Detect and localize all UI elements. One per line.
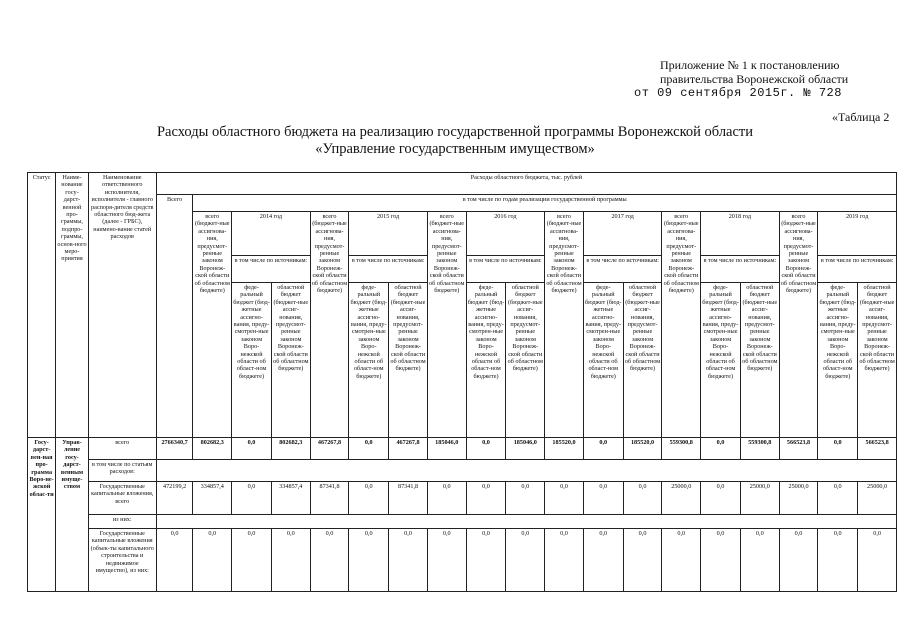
value-cell: 0,0 xyxy=(466,482,506,515)
col-by-years: в том числе по годам реализации государственной программы xyxy=(193,195,897,212)
value-cell: 802682,3 xyxy=(271,438,310,460)
row-status: Госу-дарст-вен-ная про-грамма Воро-не-жской облас-ти xyxy=(28,438,56,592)
title-line-1: Расходы областного бюджета на реализацию государственной программы Воронежской области xyxy=(156,124,754,140)
value-cell: 87341,8 xyxy=(389,482,428,515)
value-cell: 185046,0 xyxy=(427,438,466,460)
sources-header: в том числе по источникам: xyxy=(349,256,428,283)
appendix-line-1: Приложение № 1 к постановлению xyxy=(660,58,840,72)
federal-header: феде-ральный бюджет (бюд-жетные ассигно-вания, преду-смотрен-ные законом Воро-нежской области об област-ном бюджете) xyxy=(818,283,858,438)
document-title xyxy=(80,124,830,158)
year-total-header: всего (бюджет-ные ассигнова-ния, предусмот-ренные законом Воронеж-ской области об областном бюджете) xyxy=(427,212,466,438)
value-cell: 0,0 xyxy=(701,438,741,460)
value-cell: 25000,0 xyxy=(779,482,818,515)
appendix-line-2: правительства Воронежской области xyxy=(660,72,849,86)
value-cell: 0,0 xyxy=(506,482,545,515)
value-cell: 0,0 xyxy=(740,529,779,592)
value-cell: 0,0 xyxy=(389,529,428,592)
value-cell: 0,0 xyxy=(623,529,662,592)
value-cell: 0,0 xyxy=(466,438,506,460)
year-total-header: всего (бюджет-ные ассигнова-ния, предусмот-ренные законом Воронеж-ской области об областном бюджете) xyxy=(779,212,818,438)
value-cell: 0,0 xyxy=(662,529,701,592)
regional-header: областной бюджет (бюджет-ные ассиг-нования, предусмот-ренные законом Воронеж-ской области об областном бюджете) xyxy=(389,283,428,438)
regional-header: областной бюджет (бюджет-ные ассиг-нования, предусмот-ренные законом Воронеж-ской области об областном бюджете) xyxy=(623,283,662,438)
value-cell: 467267,8 xyxy=(310,438,349,460)
sources-header: в том числе по источникам: xyxy=(818,256,897,283)
value-cell: 25000,0 xyxy=(662,482,701,515)
value-cell: 87341,8 xyxy=(310,482,349,515)
table-row xyxy=(28,515,897,529)
title-line-2: «Управление государственным имуществом» xyxy=(315,141,595,157)
value-cell: 0,0 xyxy=(349,529,389,592)
value-cell: 2766340,7 xyxy=(156,438,193,460)
value-cell: 0,0 xyxy=(583,438,623,460)
value-cell: 0,0 xyxy=(427,482,466,515)
value-cell: 0,0 xyxy=(779,529,818,592)
budget-table xyxy=(27,172,897,592)
value-cell: 0,0 xyxy=(427,529,466,592)
sources-header: в том числе по источникам: xyxy=(583,256,662,283)
value-cell: 185046,0 xyxy=(506,438,545,460)
row-label: Государственные капитальные вложения (объек-ты капитального строительства и недвижимое имущество), из них: xyxy=(88,529,156,592)
year-header: 2019 год xyxy=(818,212,897,256)
regional-header: областной бюджет (бюджет-ные ассиг-нования, предусмот-ренные законом Воронеж-ской области об областном бюджете) xyxy=(271,283,310,438)
value-cell: 0,0 xyxy=(818,482,858,515)
value-cell: 802682,3 xyxy=(193,438,232,460)
value-cell: 0,0 xyxy=(623,482,662,515)
value-cell: 0,0 xyxy=(271,529,310,592)
value-cell: 0,0 xyxy=(583,482,623,515)
col-total: Всего xyxy=(156,195,193,438)
value-cell: 0,0 xyxy=(701,529,741,592)
value-cell: 0,0 xyxy=(545,482,584,515)
value-cell: 0,0 xyxy=(506,529,545,592)
row-program-name: Управ-ление госу-дарст-венным имуще-ством xyxy=(56,438,88,592)
year-header: 2016 год xyxy=(466,212,545,256)
appendix-line-3: от 09 сентября 2015г. № 728 xyxy=(634,86,842,100)
row-label: в том числе по статьям расходов: xyxy=(88,460,156,482)
federal-header: феде-ральный бюджет (бюд-жетные ассигно-вания, преду-смотрен-ные законом Воро-нежской области об област-ном бюджете) xyxy=(232,283,272,438)
value-cell: 0,0 xyxy=(310,529,349,592)
table-label: «Таблица 2 xyxy=(832,110,890,124)
year-total-header: всего (бюджет-ные ассигнова-ния, предусмот-ренные законом Воронеж-ской области об областном бюджете) xyxy=(662,212,701,438)
row-label: всего xyxy=(88,438,156,460)
value-cell: 0,0 xyxy=(583,529,623,592)
table-row xyxy=(28,482,897,515)
value-cell: 25000,0 xyxy=(740,482,779,515)
empty-span-cell xyxy=(156,515,896,529)
col-name: Наиме-нование госу-дарст-венной про-граммы, подпро-граммы, основ-ного меро-приятия xyxy=(56,173,88,438)
value-cell: 185520,0 xyxy=(545,438,584,460)
regional-header: областной бюджет (бюджет-ные ассиг-нования, предусмот-ренные законом Воронеж-ской области об областном бюджете) xyxy=(740,283,779,438)
table-row xyxy=(28,529,897,592)
table-row xyxy=(28,460,897,482)
appendix-block xyxy=(634,58,896,100)
value-cell: 472199,2 xyxy=(156,482,193,515)
value-cell: 566523,8 xyxy=(858,438,897,460)
value-cell: 0,0 xyxy=(818,438,858,460)
federal-header: феде-ральный бюджет (бюд-жетные ассигно-вания, преду-смотрен-ные законом Воро-нежской области об област-ном бюджете) xyxy=(466,283,506,438)
row-label: Государственные капитальные вложения, всего xyxy=(88,482,156,515)
year-total-header: всего (бюджет-ные ассигнова-ния, предусмот-ренные законом Воронеж-ской области об областном бюджете) xyxy=(545,212,584,438)
federal-header: феде-ральный бюджет (бюд-жетные ассигно-вания, преду-смотрен-ные законом Воро-нежской области об област-ном бюджете) xyxy=(349,283,389,438)
value-cell: 0,0 xyxy=(818,529,858,592)
regional-header: областной бюджет (бюджет-ные ассиг-нования, предусмот-ренные законом Воронеж-ской области об областном бюджете) xyxy=(506,283,545,438)
col-expenses: Расходы областного бюджета, тыс. рублей xyxy=(156,173,896,195)
value-cell: 25000,0 xyxy=(858,482,897,515)
federal-header: феде-ральный бюджет (бюд-жетные ассигно-вания, преду-смотрен-ные законом Воро-нежской области об област-ном бюджете) xyxy=(583,283,623,438)
value-cell: 0,0 xyxy=(349,438,389,460)
value-cell: 559300,8 xyxy=(662,438,701,460)
value-cell: 0,0 xyxy=(466,529,506,592)
value-cell: 0,0 xyxy=(701,482,741,515)
value-cell: 0,0 xyxy=(156,529,193,592)
value-cell: 559300,8 xyxy=(740,438,779,460)
value-cell: 0,0 xyxy=(232,438,272,460)
table-row xyxy=(28,438,897,460)
value-cell: 0,0 xyxy=(232,482,272,515)
regional-header: областной бюджет (бюджет-ные ассиг-нования, предусмот-ренные законом Воронеж-ской области об областном бюджете) xyxy=(858,283,897,438)
federal-header: феде-ральный бюджет (бюд-жетные ассигно-вания, преду-смотрен-ные законом Воро-нежской области об област-ном бюджете) xyxy=(701,283,741,438)
year-header: 2017 год xyxy=(583,212,662,256)
value-cell: 334857,4 xyxy=(271,482,310,515)
sources-header: в том числе по источникам: xyxy=(466,256,545,283)
value-cell: 0,0 xyxy=(858,529,897,592)
value-cell: 0,0 xyxy=(232,529,272,592)
year-header: 2015 год xyxy=(349,212,428,256)
col-executor: Наименование ответственного исполнителя, исполнителя - главного распоря-дителя средств областного бюд-жета (далее - ГРБС), наимено-вание статей расходов xyxy=(88,173,156,438)
value-cell: 334857,4 xyxy=(193,482,232,515)
value-cell: 0,0 xyxy=(545,529,584,592)
year-header: 2014 год xyxy=(232,212,311,256)
value-cell: 0,0 xyxy=(193,529,232,592)
sources-header: в том числе по источникам: xyxy=(701,256,780,283)
sources-header: в том числе по источникам: xyxy=(232,256,311,283)
value-cell: 467267,8 xyxy=(389,438,428,460)
year-header: 2018 год xyxy=(701,212,780,256)
value-cell: 566523,8 xyxy=(779,438,818,460)
value-cell: 185520,0 xyxy=(623,438,662,460)
year-total-header: всего (бюджет-ные ассигнова-ния, предусмот-ренные законом Воронеж-ской области об областном бюджете) xyxy=(310,212,349,438)
col-status: Статус xyxy=(28,173,56,438)
empty-span-cell xyxy=(156,460,896,482)
year-total-header: всего (бюджет-ные ассигнова-ния, предусмот-ренные законом Воронеж-ской области об областном бюджете) xyxy=(193,212,232,438)
value-cell: 0,0 xyxy=(349,482,389,515)
row-label: из них: xyxy=(88,515,156,529)
